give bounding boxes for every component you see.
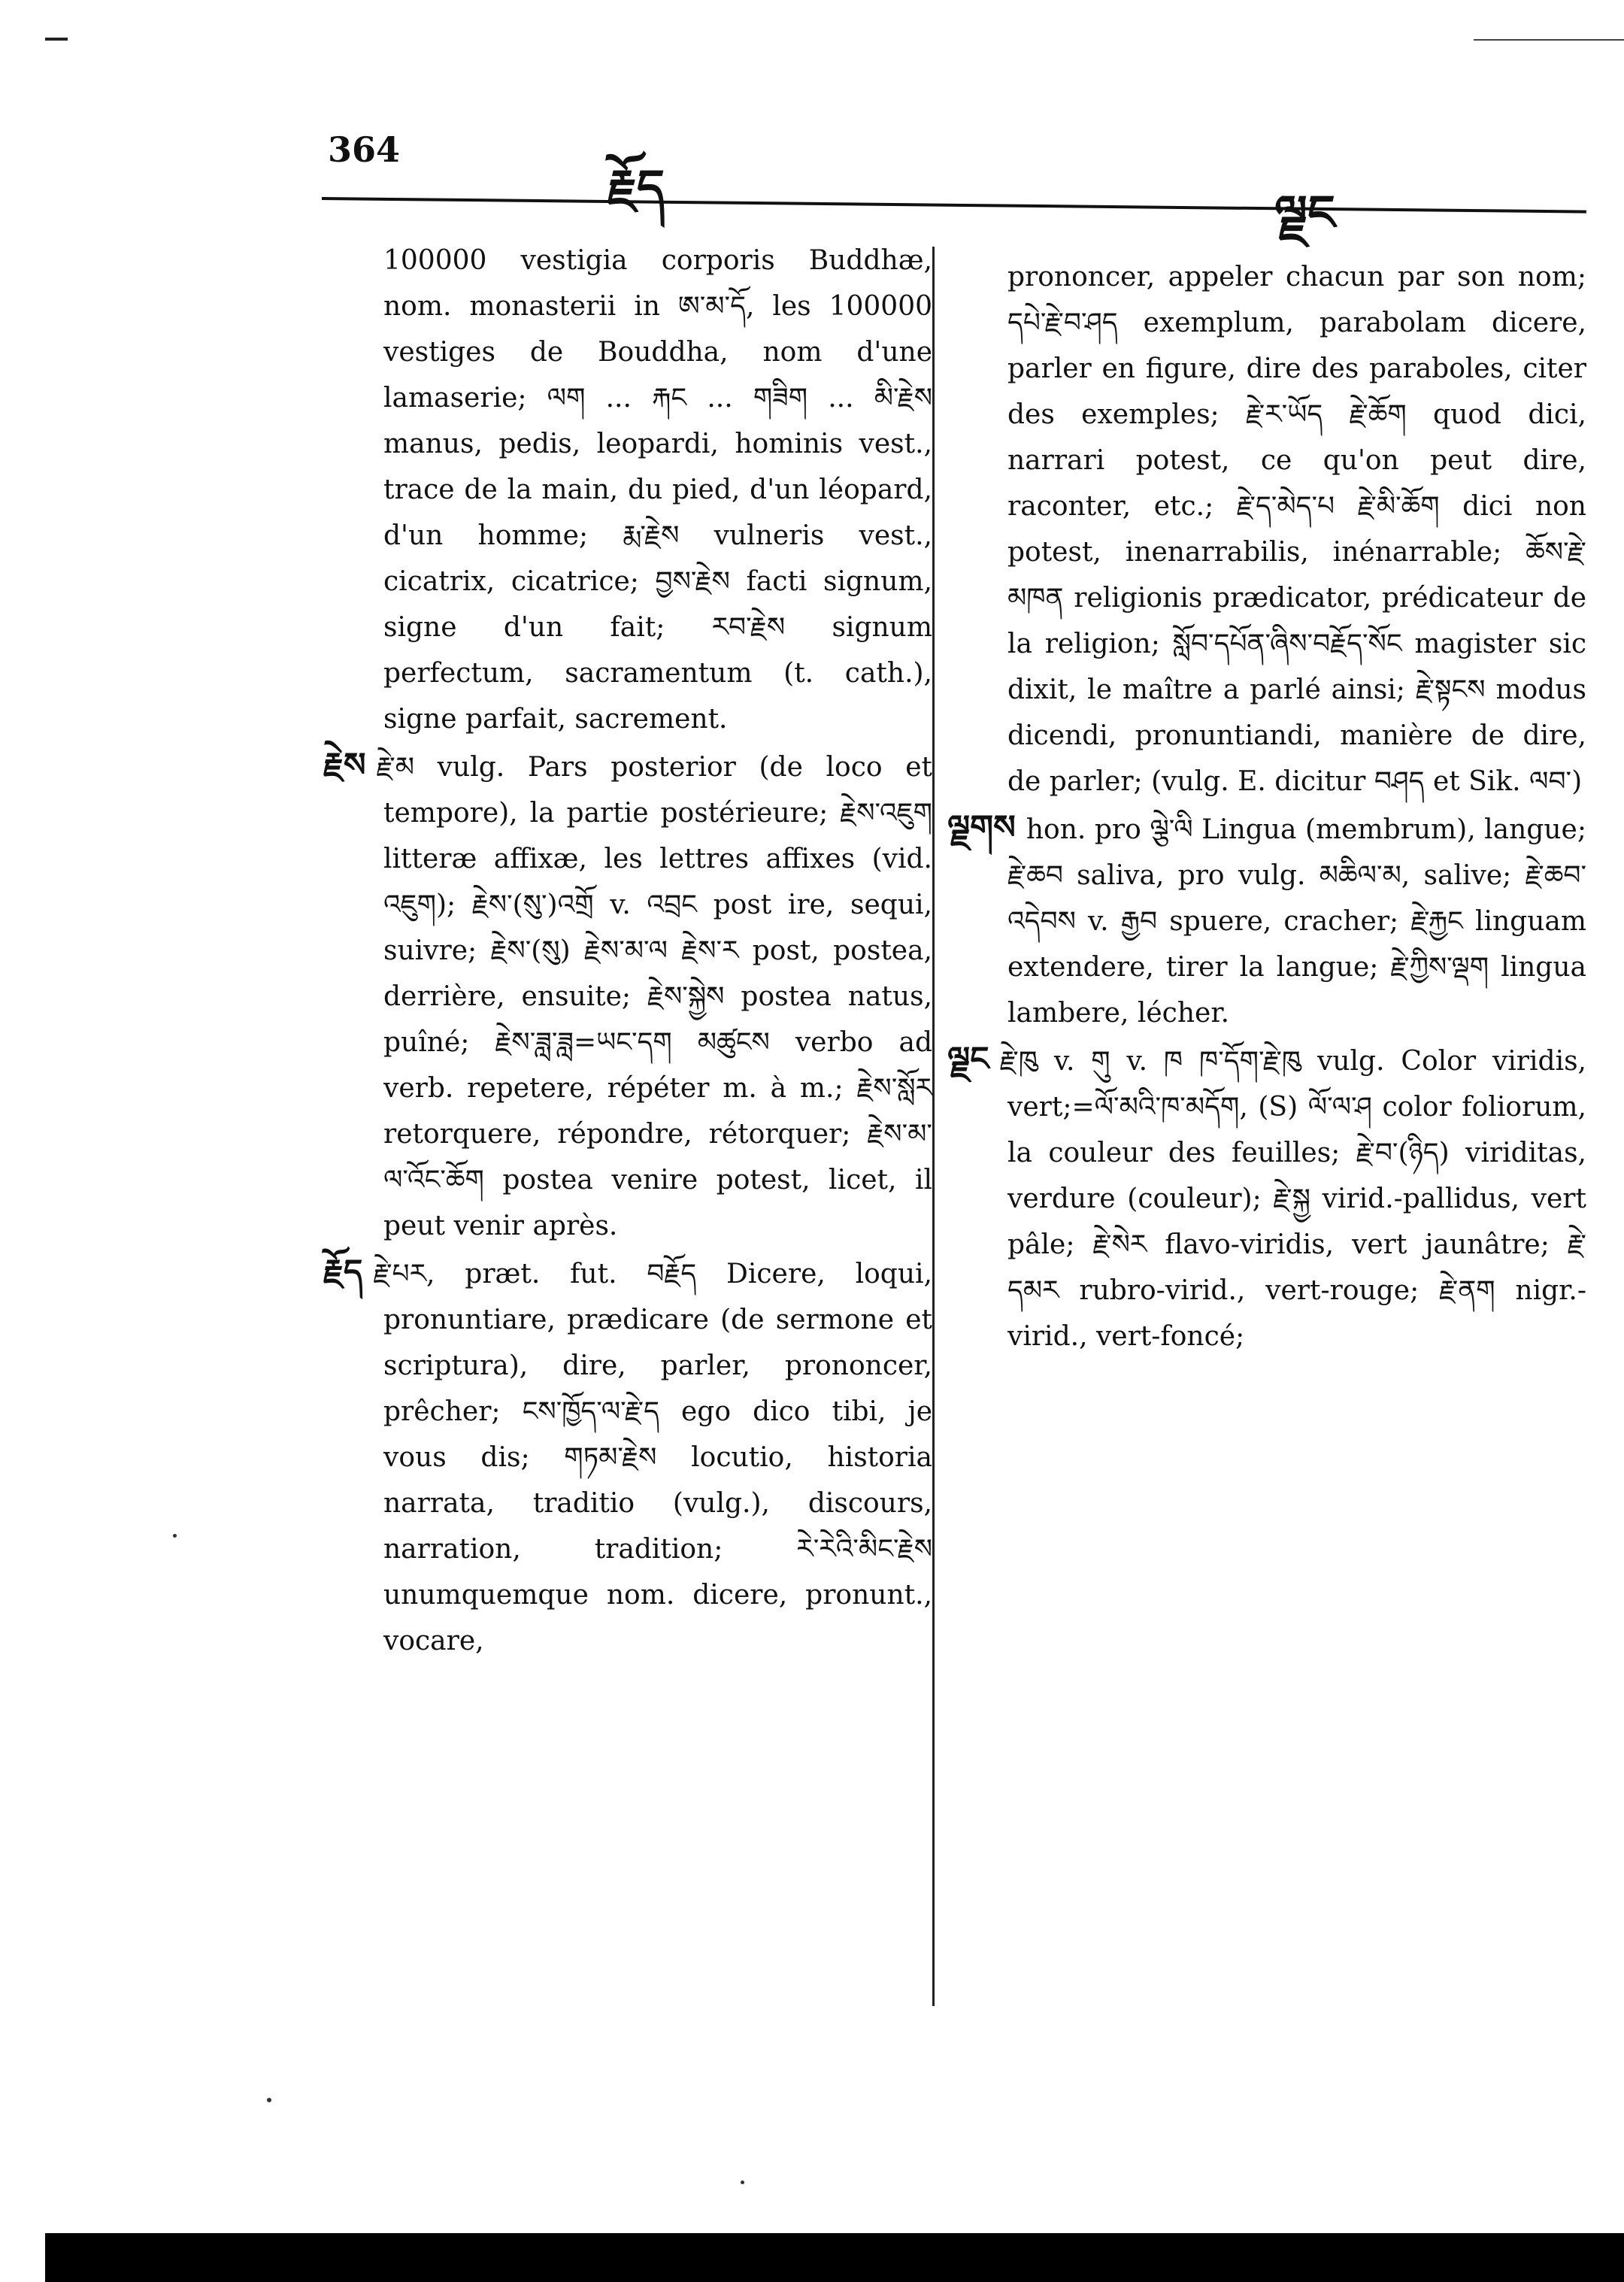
header-rule [322, 197, 1586, 214]
column-divider [932, 247, 935, 2006]
entry-text: hon. pro ལྕེ་ལི Lingua (membrum), langue; རྗེ་ཆབ saliva, pro vulg. མཆིལ་མ, salive; རྗེ་ཆབ་འདེབས v. རྒྱབ spuere, cracher; རྗེ་རྐྱང linguam extendere, tirer la langue; རྗེ་ཀྱིས་ལྡག lingua lambere, lécher. [1007, 814, 1586, 1029]
scan-speck [173, 1534, 177, 1538]
left-column [323, 238, 932, 1664]
entry-continuation: prononcer, appeler chacun par son nom; དཔེ་རྗེ་བ་ཤད exemplum, parabolam dicere, parler en figure, dire des paraboles, citer des exemples; རྗེ་ར་ཡོད རྗེ་ཆོག quod dici, narrari potest, ce qu'on peut dire, raconter, etc.; རྗེ་ད་མེད་པ རྗེ་མི་ཆོག dici non potest, inenarrabilis, inénarrable; ཆོས་རྗེ་མཁན religionis prædicator, prédicateur de la religion; སློབ་དཔོན་ཞིས་བརྗོད་སོང magister sic dixit, le maître a parlé ainsi; རྗེ་སྟངས modus dicendi, pronuntiandi, manière de dire, de parler; (vulg. E. dicitur བཤད et Sik. ལབ་) [1007, 262, 1586, 797]
entry-text: རྗེ་མ vulg. Pars posterior (de loco et tempore), la partie postérieure; རྗེས་འཇུག litteræ affixæ, les lettres affixes (vid. འཇུག); རྗེས་(སུ་)འགྲོ v. འབྲང post ire, sequi, suivre; རྗེས་(སུ) རྗེས་མ་ལ རྗེས་ར post, postea, derrière, ensuite; རྗེས་སྐྱེས postea natus, puîné; རྗེས་ཟླ་ཟླ=ཡང་དག མཚུངས verbo ad verb. repetere, répéter m. à m.; རྗེས་སློར retorquere, répondre, rétorquer; རྗེས་མ་ལ་འོང་ཆོག postea venire potest, licet, il peut venir après. [376, 752, 932, 1241]
entry-headword: རྗོད [323, 1253, 363, 1291]
entry-headword: ལྗང [947, 1040, 989, 1078]
running-headword-left: རྗོད [607, 159, 665, 216]
entry-continuation: 100000 vestigia corporis Buddhæ, nom. monasterii in ཨ་མ་དོ, les 100000 vestiges de Bouddha, nom d'une lamaserie; ལག ... རྐང ... གཟིག ... མི་རྗེས manus, pedis, leopardi, hominis vest., trace de la main, du pied, d'un léopard, d'un homme; རྨ་རྗེས vulneris vest., cicatrix, cicatrice; བྱས་རྗེས facti signum, signe d'un fait; རབ་རྗེས signum perfectum, sacramentum (t. cath.), signe parfait, sacrement. [383, 245, 932, 735]
scan-mark [45, 38, 68, 41]
scan-edge-line [1474, 39, 1624, 41]
entry-headword: རྗེས [323, 746, 366, 784]
entry-headword: ལྗགས [947, 808, 1016, 847]
entry-text: རྗེ་ཁུ v. གུ v. ཁ ཁ་དོག་རྗེ་ཁུ vulg. Color viridis, vert;=ལོ་མའི་ཁ་མདོག, (S) ལོ་ལ་ཤ color foliorum, la couleur des feuilles; རྗེ་བ་(ཉིད) viriditas, verdure (couleur); རྗེ་སྐྱ virid.-pallidus, vert pâle; རྗེ་སེར flavo-viridis, vert jaunâtre; རྗེ་དམར rubro-virid., vert-rouge; རྗེ་ནག nigr.-virid., vert-foncé; [999, 1046, 1586, 1352]
dictionary-entry [947, 805, 1586, 1036]
running-headword-right: ལྗང [1274, 185, 1335, 241]
right-column [947, 254, 1586, 1359]
page-number: 364 [328, 129, 401, 170]
scan-speck [267, 2098, 271, 2102]
dictionary-entry [947, 1036, 1586, 1359]
dictionary-entry [323, 742, 932, 1249]
scan-speck [741, 2180, 744, 2184]
entry-text: རྗེ་པར, præt. fut. བརྗོད Dicere, loqui, pronuntiare, prædicare (de sermone et scriptura), dire, parler, prononcer, prêcher; ངས་ཁྱོད་ལ་རྗེ་ད ego dico tibi, je vous dis; གཏམ་རྗེས locutio, historia narrata, traditio (vulg.), discours, narration, tradition; རེ་རེའི་མིང་རྗེས unumquemque nom. dicere, pronunt., vocare, [373, 1259, 932, 1656]
scan-bottom-band [45, 2233, 1624, 2282]
dictionary-entry [323, 1249, 932, 1664]
